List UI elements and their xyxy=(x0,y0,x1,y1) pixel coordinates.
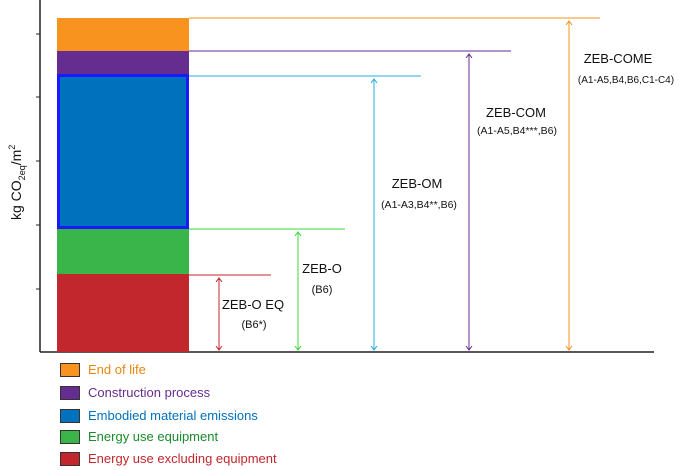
segment-embodied-material xyxy=(59,76,188,228)
y-axis-label: kg $CO_{2eq}/m^2$ xyxy=(7,144,27,220)
legend-label: Energy use excluding equipment xyxy=(88,451,277,466)
label-zeb-com-title: ZEB-COM xyxy=(486,105,546,120)
label-zeb-o-title: ZEB-O xyxy=(302,261,342,276)
reference-lines xyxy=(189,18,600,275)
label-zeb-com-subtitle: (A1-A5,B4***,B6) xyxy=(477,125,557,137)
legend-swatch xyxy=(60,386,80,400)
label-zeb-come-subtitle: (A1-A5,B4,B6,C1-C4) xyxy=(577,75,675,86)
stacked-bar xyxy=(57,18,189,352)
legend-swatch xyxy=(60,430,80,444)
legend-swatch xyxy=(60,363,80,377)
label-zeb-o-subtitle: (B6) xyxy=(311,284,333,296)
legend-label: Energy use equipment xyxy=(88,429,219,444)
label-zeb-o-eq-title: ZEB-O EQ xyxy=(221,297,285,312)
legend-label: End of life xyxy=(88,362,146,377)
label-zeb-come-title: ZEB-COME xyxy=(583,51,653,66)
segment-energy-equipment xyxy=(57,229,189,274)
legend-label: Embodied material emissions xyxy=(88,408,258,423)
legend-label: Construction process xyxy=(88,385,211,400)
label-zeb-o-eq-subtitle: (B6*) xyxy=(241,319,267,331)
segment-energy-excluding-equipment xyxy=(57,274,189,352)
legend-swatch xyxy=(60,409,80,423)
label-zeb-om-title: ZEB-OM xyxy=(391,176,443,191)
segment-end-of-life xyxy=(57,18,189,51)
bracket-labels xyxy=(222,51,674,331)
segment-construction-process xyxy=(57,51,189,74)
label-zeb-om-subtitle: (A1-A3,B4**,B6) xyxy=(381,199,457,211)
legend-swatch xyxy=(60,452,80,466)
